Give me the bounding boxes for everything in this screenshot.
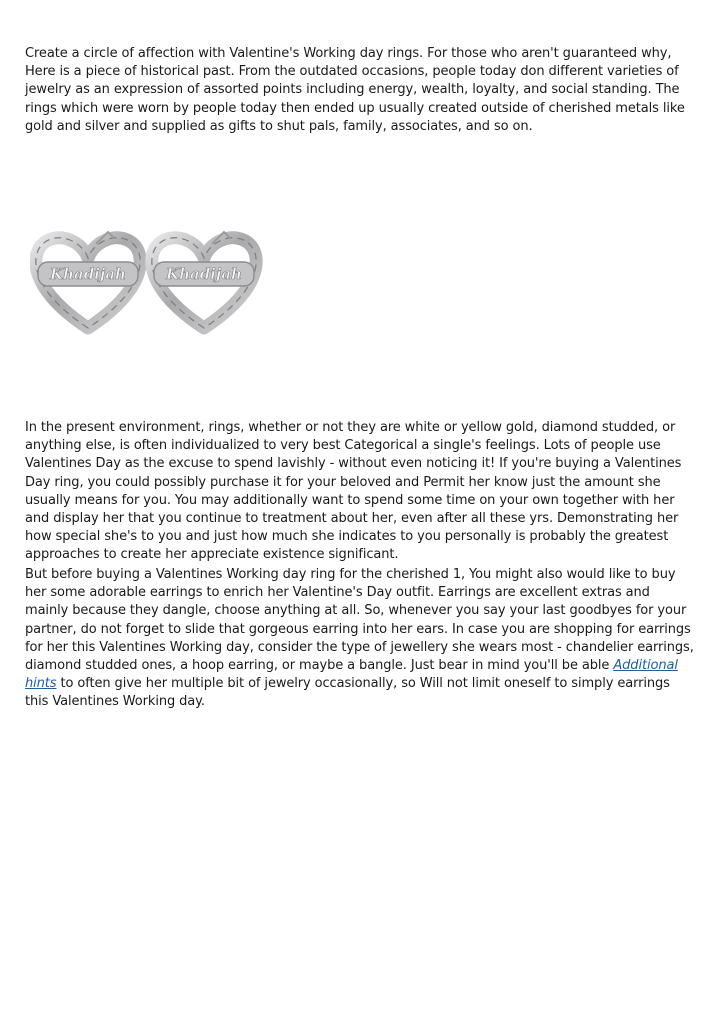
right-earring (152, 232, 256, 328)
heart-hoop-earrings-image (30, 228, 266, 338)
third-paragraph-text-before: But before buying a Valentines Working day ring for the cherished 1, You might also would like to buy her some adorable earrings to enrich her Valentine's Day outfit. Earrings are excellent extras and mainly because they dangle, choose anything at all. So, whenever you say your last goodbyes for your partner, do not forget to slide that gorgeous earring into her ears. In case you are shopping for earrings for her this Valentines Working day, consider the type of jewellery she wears most - chandelier earrings, diamond studded ones, a hoop earring, or maybe a bangle. Just bear in mind you'll be able (25, 567, 694, 674)
second-paragraph: In the present environment, rings, whether or not they are white or yellow gold, diamond studded, or anything else, is often individualized to very best Categorical a single's feelings. Lots of people use Valentines Day as the excuse to spend lavishly - without even noticing it! If you're buying a Valentines Day ring, you could possibly purchase it for your beloved and Permit her know just the amount she usually means for you. You may additionally want to spend some time on your own together with her and display her that you continue to treatment about her, even after all these yrs. Demonstrating her how special she's to you and just how much she indicates to you personally is probably the greatest approaches to create her appreciate existence significant. (25, 420, 682, 563)
additional-hints-link[interactable]: Additional hints (25, 658, 678, 692)
third-paragraph (25, 566, 695, 712)
engraved-name-right: Khadijah (166, 265, 242, 283)
intro-paragraph: Create a circle of affection with Valentine's Working day rings. For those who aren't guaranteed why, Here is a piece of historical past. From the outdated occasions, people today don different varieties of jewelry as an expression of assorted points including energy, wealth, loyalty, and social standing. The rings which were worn by people today then ended up usually created outside of cherished metals like gold and silver and supplied as gifts to shut pals, family, associates, and so on. (25, 46, 685, 134)
engraved-name-left: Khadijah (50, 265, 126, 283)
left-earring (36, 232, 140, 328)
third-paragraph-text-after: to often give her multiple bit of jewelry occasionally, so Will not limit oneself to simply earrings this Valentines Working day. (25, 676, 670, 710)
